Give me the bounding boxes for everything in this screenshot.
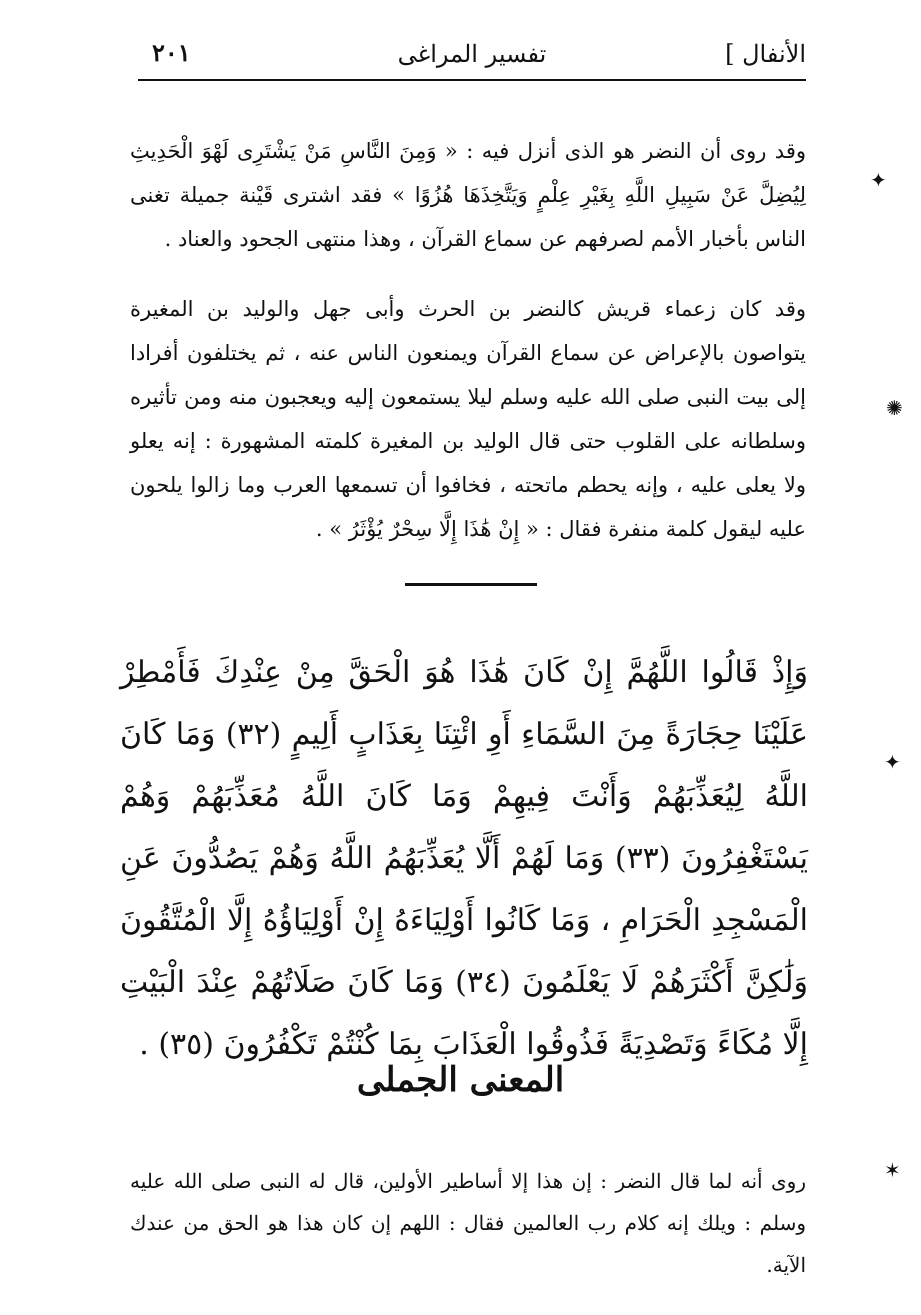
margin-mark-icon: ✶: [884, 1158, 901, 1182]
quran-verse-block: وَإِذْ قَالُوا اللَّهُمَّ إِنْ كَانَ هَٰذَا هُوَ الْحَقَّ مِنْ عِنْدِكَ فَأَمْطِرْ عَلَيْنَا حِجَارَةً مِنَ السَّمَاءِ أَوِ ائْتِنَا بِعَذَابٍ أَلِيمٍ (٣٢) وَمَا كَانَ اللَّهُ لِيُعَذِّبَهُمْ وَأَنْتَ فِيهِمْ وَمَا كَانَ اللَّهُ مُعَذِّبَهُمْ وَهُمْ يَسْتَغْفِرُونَ (٣٣) وَمَا لَهُمْ أَلَّا يُعَذِّبَهُمُ اللَّهُ وَهُمْ يَصُدُّونَ عَنِ الْمَسْجِدِ الْحَرَامِ ، وَمَا كَانُوا أَوْلِيَاءَهُ إِنْ أَوْلِيَاؤُهُ إِلَّا الْمُتَّقُونَ وَلَٰكِنَّ أَكْثَرَهُمْ لَا يَعْلَمُونَ (٣٤) وَمَا كَانَ صَلَاتُهُمْ عِنْدَ الْبَيْتِ إِلَّا مُكَاءً وَتَصْدِيَةً فَذُوقُوا الْعَذَابَ بِمَا كُنْتُمْ تَكْفُرُونَ (٣٥) .: [120, 655, 809, 1062]
section-divider: [405, 583, 537, 586]
commentary-paragraph-1: وقد روى أن النضر هو الذى أنزل فيه : « وَمِنَ النَّاسِ مَنْ يَشْتَرِى لَهْوَ الْحَدِيثِ لِيُضِلَّ عَنْ سَبِيلِ اللَّهِ بِغَيْرِ عِلْمٍ وَيَتَّخِذَهَا هُزُوًا » فقد اشترى قَيْنة جميلة تغنى الناس بأخبار الأمم لصرفهم عن سماع القرآن ، وهذا منتهى الجحود والعناد .: [130, 139, 806, 251]
page-header: [138, 36, 806, 76]
section-paragraph: روى أنه لما قال النضر : إن هذا إلا أساطير الأولين، قال له النبى صلى الله عليه وسلم : ويلك إنه كلام رب العالمين فقال : اللهم إن كان هذا هو الحق من عندك الآية.: [130, 1169, 806, 1277]
margin-mark-icon: ✦: [870, 168, 887, 192]
margin-mark-icon: ✦: [884, 750, 901, 774]
chapter-name: الأنفال ]: [725, 40, 806, 68]
header-rule: [138, 79, 806, 81]
margin-mark-icon: ✺: [886, 396, 903, 420]
commentary-paragraph-2: وقد كان زعماء قريش كالنضر بن الحرث وأبى جهل والوليد بن المغيرة يتواصون بالإعراض عن سماع القرآن ويمنعون الناس عنه ، ثم يختلفون أفرادا إلى بيت النبى صلى الله عليه وسلم ليلا يستمعون إليه ويعجبون منه ومن تأثيره وسلطانه على القلوب حتى قال الوليد بن المغيرة كلمته المشهورة : إنه يعلو ولا يعلى عليه ، وإنه يحطم ماتحته ، فخافوا أن تسمعها العرب وما زالوا يلحون عليه ليقول كلمة منفرة فقال : « إِنْ هَٰذَا إِلَّا سِحْرٌ يُؤْثَرُ » .: [130, 297, 807, 541]
section-heading: المعنى الجملى: [356, 1060, 565, 1100]
page-number: ٢٠١: [152, 38, 191, 67]
book-title: تفسير المراغى: [397, 40, 547, 68]
